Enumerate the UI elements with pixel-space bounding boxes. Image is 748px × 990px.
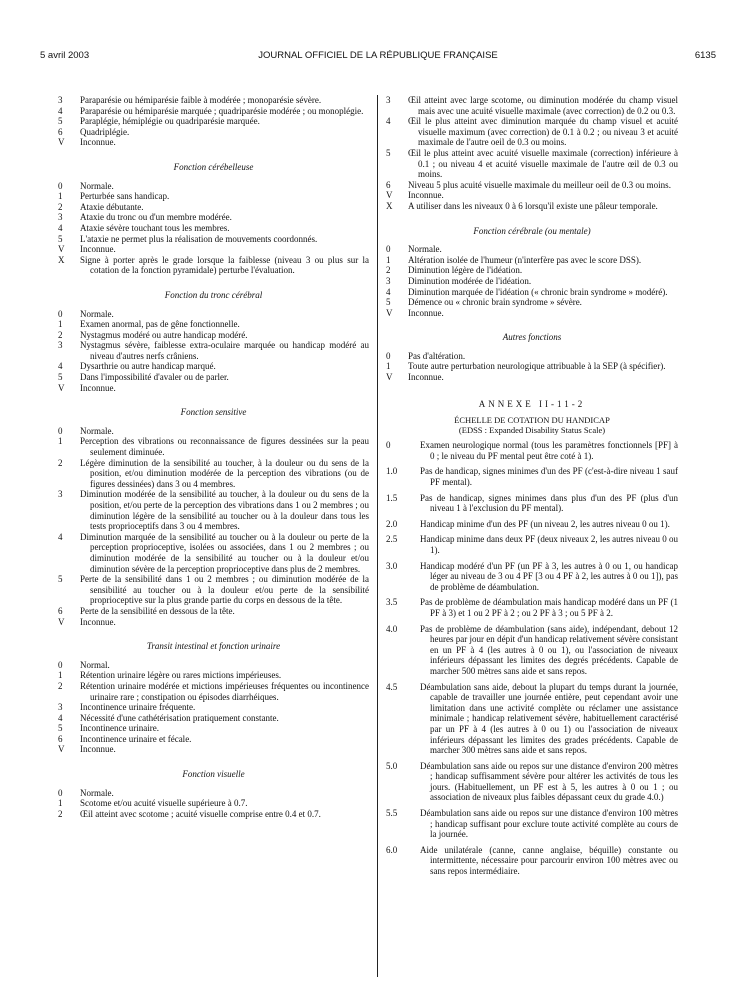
entry-code: 1	[58, 798, 63, 809]
edss-entry	[386, 808, 678, 840]
section-title-tronc: Fonction du tronc cérébral	[164, 289, 263, 300]
entry-code: 6	[58, 126, 63, 137]
list-item	[386, 287, 678, 298]
entry-text: Inconnue.	[80, 382, 116, 393]
entry-text: Scotome et/ou acuité visuelle supérieure à 0.7.	[80, 798, 248, 809]
entry-code: 4.5	[386, 681, 398, 692]
edss-list	[386, 440, 678, 876]
entry-code: 5	[386, 297, 391, 308]
entry-code: 1	[58, 319, 63, 330]
list-item	[58, 489, 369, 531]
entry-text: Pas de handicap, signes minimes dans plus d'un des PF (plus d'un niveau 1 à l'exclusion du PF mental).	[420, 492, 678, 514]
entry-text: Déambulation sans aide, debout la plupart du temps durant la journée, capable de travailler une journée entière, peut cependant avoir une limitation dans une activité complète ou réclamer une assistance minimale ; handicap relativement sévère, habituellement caractérisé par un PF à 4 (les autres à 0 ou 1) ou l'association de niveaux inférieurs dépassant les limites des grades précédents. Capable de marcher 300 mètres sans aide et sans repos.	[420, 681, 678, 756]
list-item	[58, 191, 369, 202]
entry-code: 2	[58, 201, 63, 212]
entry-code: V	[58, 744, 65, 755]
list-item	[58, 244, 369, 255]
section-title-cerebrale: Fonction cérébrale (ou mentale)	[473, 225, 591, 236]
entry-code: 2	[58, 457, 63, 468]
entry-code: 4	[386, 286, 391, 297]
entry-text: Normale.	[80, 308, 114, 319]
entry-code: 2	[386, 265, 391, 276]
entry-text: Pas de problème de déambulation mais handicap modéré dans un PF (1 PF à 3) et 1 ou 2 PF à 2 ; ou 2 PF à 3 ; ou 5 PF à 2.	[420, 597, 678, 618]
list-item	[58, 234, 369, 245]
entry-code: 0	[58, 425, 63, 436]
edss-entry	[386, 534, 678, 555]
entry-code: V	[58, 382, 65, 393]
list-item	[58, 532, 369, 574]
list-item	[386, 308, 678, 319]
left-column	[58, 95, 369, 819]
header-date: 5 avril 2003	[40, 50, 90, 61]
entry-code: 5	[58, 233, 63, 244]
entry-text: Œil le plus atteint avec acuité visuelle maximale (correction) inférieure à 0.1 ; ou niveau 4 et acuité visuelle maximale de l'autre œil de 0.3 ou moins.	[408, 147, 678, 180]
list-item	[386, 361, 678, 372]
page-header	[40, 50, 716, 64]
list-item	[58, 681, 369, 702]
edss-entry	[386, 519, 678, 530]
entry-text: Pas de handicap, signes minimes d'un des PF (c'est-à-dire niveau 1 sauf PF mental).	[420, 466, 678, 488]
list-item	[58, 137, 369, 148]
list-item	[58, 744, 369, 755]
entry-text: Œil atteint avec scotome ; acuité visuelle comprise entre 0.4 et 0.7.	[80, 808, 321, 819]
entry-code: 0	[58, 787, 63, 798]
tronc-list	[58, 309, 369, 394]
section-title-sensitive: Fonction sensitive	[180, 407, 247, 418]
entry-text: Ataxie sévère touchant tous les membres.	[80, 222, 230, 233]
section-title-visuelle: Fonction visuelle	[182, 769, 245, 780]
entry-code: 0	[58, 308, 63, 319]
entry-code: V	[386, 372, 393, 383]
entry-text: Signe à porter après le grade lorsque la faiblesse (niveau 3 ou plus sur la cotation de la fonction pyramidale) perturbe l'évaluation.	[80, 254, 369, 276]
list-item	[58, 372, 369, 383]
entry-text: Incontinence urinaire fréquente.	[80, 702, 196, 713]
list-item	[386, 351, 678, 362]
entry-text: Inconnue.	[408, 307, 444, 318]
cerebelleuse-list	[58, 181, 369, 276]
entry-text: Diminution marquée de la sensibilité au toucher ou à la douleur ou perte de la perception proprioceptive, isolées ou associées, dans 1 ou 2 membres ; ou diminution modérée de la sensibilité au toucher ou à la douleur et/ou diminution sévère de la perception proprioceptive dans plus de 2 membres.	[80, 531, 369, 574]
list-item	[58, 361, 369, 372]
entry-text: Démence ou « chronic brain syndrome » sévère.	[408, 297, 582, 308]
entry-text: Nécessité d'une cathétérisation pratiquement constante.	[80, 712, 279, 723]
entry-text: Inconnue.	[80, 137, 116, 148]
entry-code: 3	[58, 212, 63, 223]
list-item	[386, 297, 678, 308]
list-item	[386, 148, 678, 180]
entry-text: Toute autre perturbation neurologique attribuable à la SEP (à spécifier).	[408, 361, 666, 372]
entry-text: Quadriplégie.	[80, 126, 130, 137]
entry-code: V	[386, 190, 393, 201]
entry-text: Aide unilatérale (canne, canne anglaise, béquille) constante ou intermittente, nécessaire pour parcourir environ 100 mètres avec ou sans repos intermédiaire.	[420, 844, 678, 877]
list-item	[386, 265, 678, 276]
entry-text: Perception des vibrations ou reconnaissance de figures dessinées sur la peau seulement diminuée.	[80, 436, 369, 458]
list-item	[386, 190, 678, 201]
list-item	[58, 788, 369, 799]
entry-text: Pas d'altération.	[408, 350, 466, 361]
entry-code: 2	[58, 680, 63, 691]
list-item	[386, 180, 678, 191]
entry-text: Examen anormal, pas de gêne fonctionnelle.	[80, 319, 240, 330]
column-divider	[377, 95, 378, 977]
entry-text: Incontinence urinaire et fécale.	[80, 733, 192, 744]
entry-code: 1	[386, 254, 391, 265]
list-item	[58, 660, 369, 671]
list-item	[58, 670, 369, 681]
list-item	[58, 116, 369, 127]
entry-code: 6	[58, 733, 63, 744]
list-item	[58, 212, 369, 223]
entry-text: Légère diminution de la sensibilité au toucher, à la douleur ou du sens de la position, et/ou diminution modérée de la perception des vibrations (ou de figures dessinées) dans 3 ou 4 membres.	[80, 457, 369, 489]
list-item	[58, 106, 369, 117]
entry-code: 4	[386, 116, 391, 127]
entry-code: 0	[386, 244, 391, 255]
entry-text: Normale.	[408, 244, 442, 255]
entry-text: Déambulation sans aide ou repos sur une distance d'environ 200 mètres ; handicap suffisamment sévère pour altérer les activités de tous les jours. (Habituellement, un PF est à 5, les autres à 0 ou 1 ; ou association de niveaux plus faibles dépassant ceux du grade 4.0.)	[420, 760, 678, 803]
entry-text: Handicap modéré d'un PF (un PF à 3, les autres à 0 ou 1, ou handicap léger au niveau de 3 ou 4 PF [3 ou 4 PF à 2, les autres à 0 ou 1]), pas de problème de déambulation.	[420, 560, 678, 592]
annex-title: ANNEXE II-11-2	[478, 398, 586, 409]
list-item	[386, 244, 678, 255]
entry-text: Dans l'impossibilité d'avaler ou de parler.	[80, 372, 229, 383]
entry-code: 2.0	[386, 518, 398, 529]
list-item	[58, 330, 369, 341]
entry-text: Normale.	[80, 425, 114, 436]
entry-code: 3	[58, 702, 63, 713]
edss-entry	[386, 845, 678, 877]
entry-code: 4	[58, 222, 63, 233]
entry-code: 5	[58, 116, 63, 127]
header-title: JOURNAL OFFICIEL DE LA RÉPUBLIQUE FRANÇAISE	[258, 50, 498, 61]
entry-code: 3	[386, 275, 391, 286]
entry-code: 3	[386, 95, 391, 105]
entry-code: 5	[58, 723, 63, 734]
entry-text: Perte de la sensibilité dans 1 ou 2 membres ; ou diminution modérée de la sensibilité au toucher ou à la douleur et/ou perte de la sensibilité proprioceptive sur la plus grande partie du corps en dessous de la tête.	[80, 574, 369, 606]
entry-text: Déambulation sans aide ou repos sur une distance d'environ 100 mètres ; handicap suffisant pour exclure toute activité complète au cours de la journée.	[420, 808, 678, 840]
entry-text: Handicap minime d'un des PF (un niveau 2, les autres niveau 0 ou 1).	[420, 518, 670, 529]
entry-text: Diminution marquée de l'idéation (« chronic brain syndrome » modéré).	[408, 286, 668, 297]
entry-code: 6	[386, 179, 391, 190]
entry-text: Niveau 5 plus acuité visuelle maximale du meilleur oeil de 0.3 ou moins.	[408, 179, 671, 190]
entry-code: 1.0	[386, 466, 398, 477]
annex-subtitle-edss: (EDSS : Expanded Disability Status Scale)	[458, 425, 606, 436]
edss-entry	[386, 597, 678, 618]
list-item	[58, 319, 369, 330]
entry-text: Perturbée sans handicap.	[80, 191, 170, 202]
entry-code: 3	[58, 340, 63, 351]
list-item	[386, 276, 678, 287]
edss-entry	[386, 561, 678, 593]
edss-entry	[386, 682, 678, 756]
entry-code: 6	[58, 605, 63, 616]
entry-code: V	[386, 307, 393, 318]
annex-subtitle: ÉCHELLE DE COTATION DU HANDICAP	[454, 415, 610, 426]
entry-code: 3.5	[386, 597, 398, 608]
entry-text: L'ataxie ne permet plus la réalisation de mouvements coordonnés.	[80, 233, 318, 244]
entry-text: Nystagmus modéré ou autre handicap modéré.	[80, 329, 248, 340]
entry-text: A utiliser dans les niveaux 0 à 6 lorsqu'il existe une pâleur temporale.	[408, 200, 658, 211]
autres-list	[386, 351, 678, 383]
entry-code: 1	[58, 670, 63, 681]
entry-code: 1.5	[386, 492, 398, 503]
entry-text: Altération isolée de l'humeur (n'interfère pas avec le score DSS).	[408, 254, 642, 265]
entry-code: 4	[58, 361, 63, 372]
entry-text: Diminution légère de l'idéation.	[408, 265, 523, 276]
entry-code: 1	[58, 191, 63, 202]
visuelle-list	[58, 788, 369, 820]
entry-text: Paraparésie ou hémiparésie faible à modérée ; monoparésie sévère.	[80, 95, 322, 105]
entry-code: 0	[58, 180, 63, 191]
entry-text: Diminution modérée de la sensibilité au toucher, à la douleur ou du sens de la position, et/ou perte de la perception des vibrations dans 1 ou 2 membres ; ou diminution légère de la sensibilité au toucher ou à la douleur dans tous les tests proprioceptifs dans 3 ou 4 membres.	[80, 489, 369, 532]
entry-text: Ataxie débutante.	[80, 201, 144, 212]
entry-code: 3	[58, 95, 63, 105]
entry-code: 5.0	[386, 760, 398, 771]
right-column	[386, 95, 678, 877]
header-page-number: 6135	[694, 50, 716, 61]
entry-text: Rétention urinaire légère ou rares mictions impérieuses.	[80, 670, 282, 681]
entry-code: 0	[386, 440, 391, 451]
entry-code: 4	[58, 712, 63, 723]
section-title-autres: Autres fonctions	[502, 332, 562, 343]
entry-code: X	[386, 200, 393, 211]
entry-code: X	[58, 254, 65, 265]
entry-text: Examen neurologique normal (tous les paramètres fonctionnels [PF] à 0 ; le niveau du PF mental peut être coté à 1).	[420, 440, 678, 461]
list-item	[386, 255, 678, 266]
entry-code: 2.5	[386, 534, 398, 545]
edss-entry	[386, 440, 678, 461]
entry-text: Nystagmus sévère, faiblesse extra-oculaire marquée ou handicap modéré au niveau d'autres nerfs crâniens.	[80, 340, 369, 361]
entry-text: Inconnue.	[408, 372, 444, 383]
entry-code: 5	[58, 574, 63, 585]
list-item	[58, 809, 369, 820]
entry-code: 1	[386, 361, 391, 372]
list-item	[58, 617, 369, 628]
edss-entry	[386, 761, 678, 803]
list-item	[58, 181, 369, 192]
entry-text: Œil atteint avec large scotome, ou diminution modérée du champ visuel mais avec une acuité visuelle maximale (avec correction) de 0.2 ou 0.3.	[408, 95, 678, 116]
entry-text: Œil le plus atteint avec diminution marquée du champ visuel et acuité visuelle maximum (avec correction) de 0.1 à 0.2 ; ou niveau 3 et acuité maximale de l'autre oeil de 0.3 ou moins.	[408, 116, 678, 148]
entry-code: 0	[386, 350, 391, 361]
entry-text: Perte de la sensibilité en dessous de la tête.	[80, 605, 235, 616]
list-item	[58, 458, 369, 490]
list-item	[58, 436, 369, 457]
entry-code: V	[58, 616, 65, 627]
entry-code: V	[58, 244, 65, 255]
entry-text: Handicap minime dans deux PF (deux niveaux 2, les autres niveau 0 ou 1).	[420, 534, 678, 555]
entry-text: Pas de problème de déambulation (sans aide), indépendant, debout 12 heures par jour en dépit d'un handicap relativement sévère consistant en un PF à 4 (les autres à 0 ou 1), ou l'association de niveaux inférieurs dépassant les limites des degrés précédents. Capable de marcher 500 mètres sans aide et sans repos.	[420, 623, 678, 676]
list-item	[58, 713, 369, 724]
list-item	[58, 340, 369, 361]
edss-entry	[386, 493, 678, 514]
list-item	[58, 309, 369, 320]
list-item	[58, 202, 369, 213]
list-item	[58, 798, 369, 809]
entry-code: 3.0	[386, 560, 398, 571]
list-item	[386, 372, 678, 383]
list-item	[58, 383, 369, 394]
entry-code: 1	[58, 436, 63, 447]
list-item	[58, 127, 369, 138]
entry-code: 5	[386, 147, 391, 158]
entry-code: 2	[58, 329, 63, 340]
entry-text: Normale.	[80, 787, 114, 798]
list-item	[58, 606, 369, 617]
entry-code: 5.5	[386, 808, 398, 819]
entry-text: Normale.	[80, 180, 114, 191]
list-item	[58, 723, 369, 734]
list-item	[58, 95, 369, 106]
entry-code: 5	[58, 372, 63, 383]
entry-text: Dysarthrie ou autre handicap marqué.	[80, 361, 216, 372]
list-item	[58, 426, 369, 437]
list-item	[58, 734, 369, 745]
entry-text: Paraplégie, hémiplégie ou quadriparésie marquée.	[80, 116, 260, 127]
entry-code: V	[58, 137, 65, 148]
section-title-cerebelleuse: Fonction cérébelleuse	[173, 161, 254, 172]
entry-text: Normal.	[80, 659, 110, 670]
entry-text: Inconnue.	[80, 744, 116, 755]
visuelle-list-continued	[386, 95, 678, 212]
entry-text: Inconnue.	[80, 616, 116, 627]
entry-code: 4	[58, 105, 63, 116]
edss-entry	[386, 624, 678, 677]
section-title-transit: Transit intestinal et fonction urinaire	[146, 641, 281, 652]
entry-code: 4.0	[386, 623, 398, 634]
entry-text: Inconnue.	[80, 244, 116, 255]
entry-code: 4	[58, 531, 63, 542]
transit-list	[58, 660, 369, 755]
list-item	[58, 574, 369, 606]
entry-text: Incontinence urinaire.	[80, 723, 159, 734]
list-item	[386, 201, 678, 212]
list-item	[386, 116, 678, 148]
edss-entry	[386, 466, 678, 487]
entry-code: 0	[58, 659, 63, 670]
sensitive-list	[58, 426, 369, 627]
list-item	[386, 95, 678, 116]
entry-text: Ataxie du tronc ou d'un membre modérée.	[80, 212, 232, 223]
list-item	[58, 223, 369, 234]
list-item	[58, 702, 369, 713]
entry-code: 2	[58, 808, 63, 819]
entry-text: Diminution modérée de l'idéation.	[408, 275, 532, 286]
entry-code: 3	[58, 489, 63, 500]
pyramidal-list-continued	[58, 95, 369, 148]
entry-text: Inconnue.	[408, 190, 444, 201]
cerebrale-list	[386, 244, 678, 318]
entry-code: 6.0	[386, 844, 398, 855]
entry-text: Paraparésie ou hémiparésie marquée ; quadriparésie modérée ; ou monoplégie.	[80, 105, 364, 116]
entry-text: Rétention urinaire modérée et mictions impérieuses fréquentes ou incontinence urinaire rare ; constipation ou épisodes diarrhéiques.	[80, 680, 369, 702]
list-item	[58, 255, 369, 276]
